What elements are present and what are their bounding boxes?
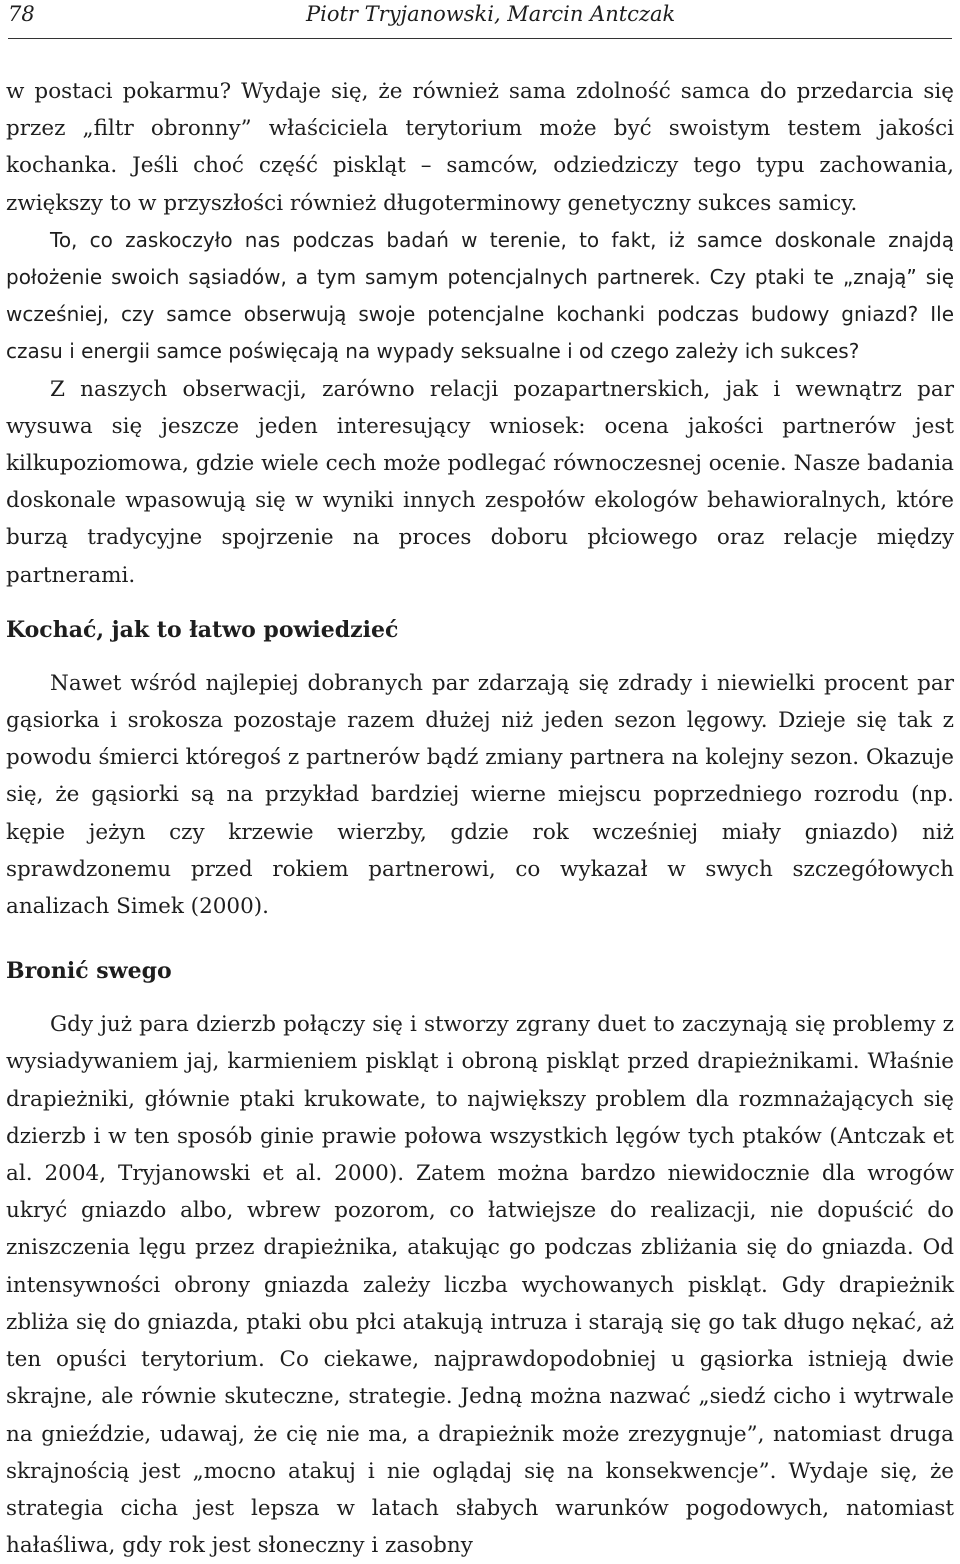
paragraph-kochac: Nawet wśród najlepiej dobranych par zdarzają się zdrady i niewielki procent par gąsiorka i srokosza pozostaje razem dłużej niż jeden sezon lęgowy. Dzieje się tak z powodu śmierci któregoś z partnerów bądź zmiany partnera na kolejny sezon. Okazuje się, że gąsiorki są na przykład bardziej wierne miejscu poprzedniego rozrodu (np. kępie jeżyn czy krzewie wierzby, gdzie rok wcześniej miały gniazdo) niż sprawdzonemu przed rokiem partnerowi, co wykazał w swych szczegółowych analizach Simek (2000). [6, 670, 954, 920]
running-title: Piotr Tryjanowski, Marcin Antczak [306, 2, 676, 26]
paragraph-continued: w postaci pokarmu? Wydaje się, że również sama zdolność samca do przedarcia się przez „filtr obronny” właściciela terytorium może być swoistym testem jakości kochanka. Jeśli choć część piskląt – samców, odziedziczy tego typu zachowania, zwiększy to w przyszłości również długoterminowy genetyczny sukces samicy. [6, 79, 954, 216]
section-heading-kochac: Kochać, jak to łatwo powiedzieć [6, 616, 399, 643]
section-heading-bronic: Bronić swego [6, 958, 172, 985]
page-number: 78 [8, 2, 35, 26]
paragraph-observations: Z naszych obserwacji, zarówno relacji pozapartnerskich, jak i wewnątrz par wysuwa się jeszcze jeden interesujący wniosek: ocena jakości partnerów jest kilkupoziomowa, gdzie wiele cech może podlegać równoczesnej ocenie. Nasze badania doskonale wpasowują się w wyniki innych zespołów ekologów behawioralnych, które burzą tradycyjne spojrzenie na proces doboru płciowego oraz relacje między partnerami. [6, 376, 954, 588]
running-header [8, 0, 952, 39]
paragraph-bronic: Gdy już para dzierzb połączy się i stworzy zgrany duet to zaczynają się problemy z wysiadywaniem jaj, karmieniem piskląt i obroną piskląt przed drapieżnikami. Właśnie drapieżniki, głównie ptaki krukowate, to największy problem dla rozmnażających się dzierzb i w ten sposób ginie prawie połowa wszystkich lęgów tych ptaków (Antczak et al. 2004, Tryjanowski et al. 2000). Zatem można bardzo niewidocznie dla wrogów ukryć gniazdo albo, wbrew pozorom, co łatwiejsze do realizacji, nie dopuścić do zniszczenia lęgu przez drapieżnika, atakując go podczas zbliżania się do gniazda. Od intensywności obrony gniazda zależy liczba wychowanych piskląt. Gdy drapieżnik zbliża się do gniazda, ptaki obu płci atakują intruza i starają się go tak długo nękać, aż ten opuści terytorium. Co ciekawe, najprawdopodobniej u gąsiorka istnieją dwie skrajne, ale równie skuteczne, strategie. Jedną można nazwać „siedź cicho i wytrwale na gnieździe, udawaj, że cię nie ma, a drapieżnik może zrezygnuje”, natomiast druga skrajnością jest „mocno atakuj i nie oglądaj się na konsekwencje”. Wydaje się, że strategia cicha jest lepsza w latach słabych warunków pogodowych, natomiast hałaśliwa, gdy rok jest słoneczny i zasobny [6, 1012, 954, 1559]
page-body [6, 73, 954, 1564]
paragraph-research-surprise: To, co zaskoczyło nas podczas badań w terenie, to fakt, iż samce doskonale znajdą położenie swoich sąsiadów, a tym samym potencjalnych partnerek. Czy ptaki te „znają” się wcześniej, czy samce obserwują swoje potencjalne kochanki podczas budowy gniazd? Ile czasu i energii samce poświęcają na wypady seksualne i od czego zależy ich sukces? [6, 227, 954, 364]
